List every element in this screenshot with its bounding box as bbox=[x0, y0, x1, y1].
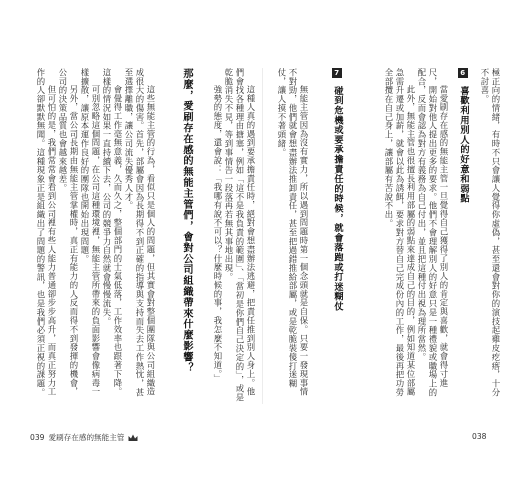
left-top-paragraph: 強勢的態度，還會說：「我哪有說不可以？什麼時候的事，我怎麼不知道。」 bbox=[213, 84, 223, 383]
section6-paragraph: 此外，無能主管也很擅長利用部屬的弱點來達成自己的目的，例如知道某位部屬急需升遷或加薪，就會以此為誘餌，要求對方替自己完成份內的工作，最後再把功勞全部攬在自己身上，讓部屬有苦說不出。 bbox=[384, 68, 416, 397]
left-body-paragraph: 這些無能主管的行為，看似只是個人的問題，但其實會對整個團隊與公司組織造成很大的傷害。首先，部屬會因為長期得不到正確的指導與支持而失去工作熱忱，甚至選擇離職，讓公司流失優秀人才。 bbox=[124, 68, 156, 397]
intro-paragraph: 極正向的情緒，有時不只會讓人覺得你虛偽，甚至還會對你的演技起雞皮疙瘩，十分不討喜。 bbox=[480, 68, 501, 397]
section6-paragraph: 當愛刷存在感的無能主管一旦覺得自己獲得了別人的肯定與喜歡，就會得寸進尺，開始對他人提出更多的要求。他們不會理解別人的好意只是一種禮貌或職場上的配合，反而會認為對方有義務為自己付出，並且把這種付出視為理所當然。 bbox=[417, 68, 449, 397]
crown-icon bbox=[128, 434, 138, 442]
intro-text bbox=[479, 68, 501, 404]
left-top-text bbox=[202, 68, 256, 404]
section7-heading bbox=[315, 68, 343, 404]
section6-title: 喜歡利用別人的好意和弱點 bbox=[458, 85, 469, 204]
section7-number: 7 bbox=[332, 68, 342, 78]
left-page-number: 039 bbox=[30, 433, 45, 442]
left-top-paragraph: 這種人真的遇到要承擔責任時，絕對會想盡辦法逃避，把責任推到別人身上。他們會找各種理由搪塞，例如「這不是我負責的範圍」、「當初是你們自己決定的」，或是乾脆消失不見，等到事情告一段落再若無其事地出現。 bbox=[224, 68, 256, 403]
left-page bbox=[22, 68, 256, 404]
section6-number: 6 bbox=[458, 68, 468, 78]
left-body-paragraph: 會覺得工作毫無意義，久而久之，整個部門的士氣低落，工作效率也跟著下降。這樣的情況如果一直持續下去，公司的競爭力自然就會慢慢流失。 bbox=[102, 68, 123, 396]
section7-body bbox=[265, 68, 309, 404]
left-body-paragraph: 可別忽略這個問題，在公司這種環境裡，無能主管所帶來的負面影響會像病毒一樣擴散，讓原本運作良好的團隊也開始出現問題。 bbox=[80, 68, 101, 396]
left-footer bbox=[30, 432, 138, 443]
left-heading: 那麼，愛刷存在感的無能主管們，會對公司組織帶來什麼影響？ bbox=[181, 68, 192, 374]
right-page-number: 038 bbox=[472, 432, 487, 441]
left-body-paragraph: 另外，當公司長期由無能主管掌權時，真正有能力的人反而得不到發揮的機會，公司的決策品質也會越來越差。 bbox=[58, 68, 79, 396]
left-body-text bbox=[22, 68, 156, 404]
right-page bbox=[262, 68, 505, 404]
section6-body bbox=[349, 68, 449, 404]
left-body-paragraph: 但可怕的是，我們常常會看到公司裡有些人能力普通卻步步高升，而真正努力工作的人卻默默無聞。這種現象正是組織出了問題的警訊，也是我們必須正視的課題。 bbox=[36, 68, 57, 397]
footer-title: 愛刷存在感的無能主管 bbox=[48, 433, 125, 442]
section7-title: 碰到危機或要承擔責任的時候，就會落跑或打迷糊仗 bbox=[332, 85, 343, 312]
section6-heading bbox=[455, 68, 469, 404]
section7-paragraph: 無能主管因為沒有實力，所以遇到問題時第一個念頭就是自保。只要一發現事情不對勁，他們就會想盡辦法推卸責任，甚至把過錯推給部屬，或是乾脆裝傻打迷糊仗，讓人摸不著頭緒。 bbox=[277, 68, 309, 396]
